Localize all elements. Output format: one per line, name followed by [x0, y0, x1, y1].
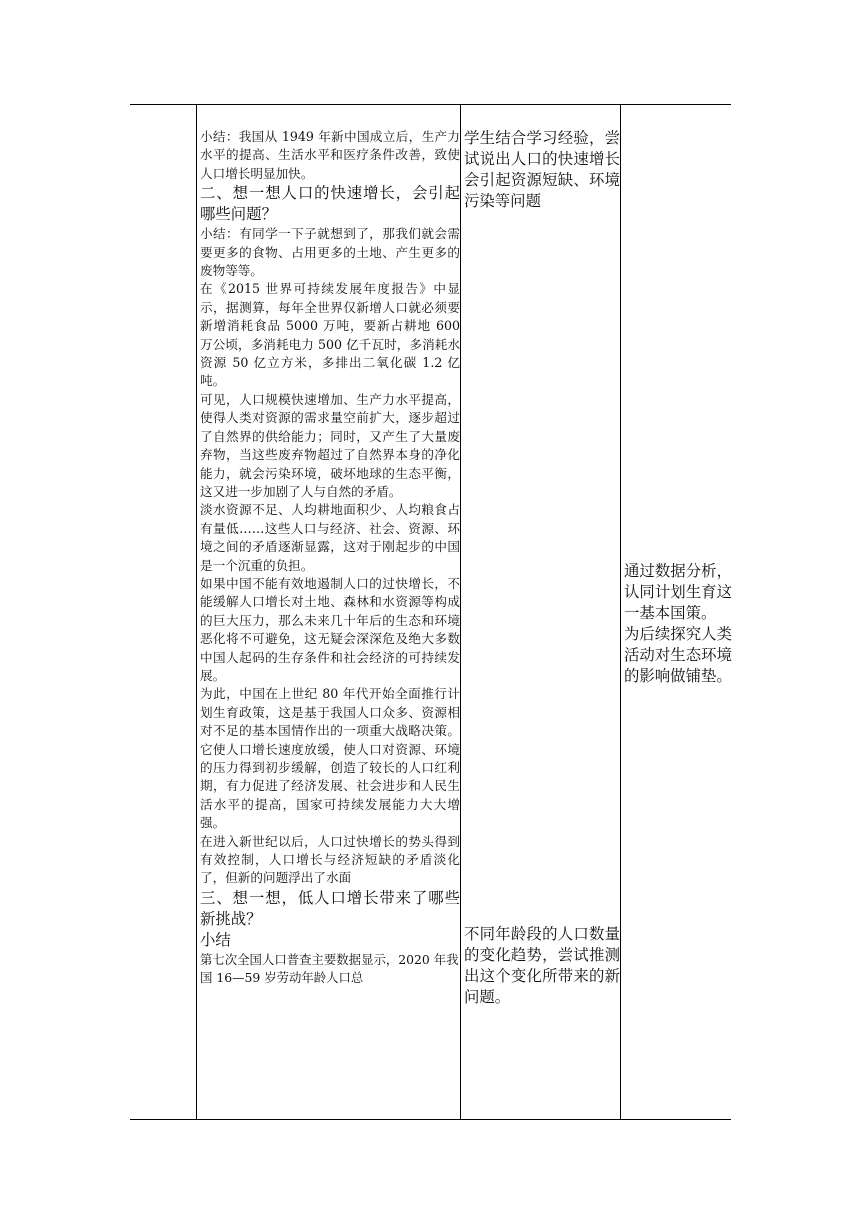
design-intent-text-2: 为后续探究人类活动对生态环境的影响做铺垫。 — [624, 625, 732, 685]
census-paragraph: 第七次全国人口普查主要数据显示，2020 年我国 16—59 岁劳动年龄人口总 — [200, 951, 459, 985]
question-heading-2: 二、想一想人口的快速增长，会引起哪些问题？ — [200, 184, 460, 224]
column-divider-1 — [196, 104, 197, 1120]
summary-paragraph-1: 小结：我国从 1949 年新中国成立后，生产力水平的提高、生活水平和医疗条件改善，致使人口增长明显加快。 — [200, 129, 460, 181]
student-activity-column-lower — [464, 924, 620, 1008]
report-paragraph: 在《2015 世界可持续发展年度报告》中显示，据测算，每年全世界仅新增人口就必须要新增消耗食品 5000 万吨，要新占耕地 600 万公顷，多消耗电力 500 亿千瓦时，多消耗水资源 50 亿立方米，多排出二氧化碳 1.2 亿吨。 — [200, 281, 460, 389]
column-divider-2 — [460, 104, 461, 1120]
problems-paragraph: 淡水资源不足、人均耕地面积少、人均粮食占有量低……这些人口与经济、社会、资源、环境之间的矛盾逐渐显露，这对于刚起步的中国是一个沉重的负担。 — [200, 502, 460, 573]
table-bottom-border — [130, 1119, 731, 1120]
student-activity-text-2: 不同年龄段的人口数量的变化趋势，尝试推测出这个变化所带来的新问题。 — [464, 925, 620, 1006]
student-activity-text-1: 学生结合学习经验，尝试说出人口的快速增长会引起资源短缺、环境污染等问题 — [464, 129, 620, 210]
design-intent-column — [624, 561, 732, 687]
question-heading-3: 三、想一想，低人口增长带来了哪些新挑战？ — [200, 888, 460, 928]
teaching-process-column — [200, 128, 460, 986]
summary-label: 小结 — [200, 930, 231, 949]
summary-paragraph-2: 小结：有同学一下子就想到了，那我们就会需要更多的食物、占用更多的土地、产生更多的废物等等。 — [200, 226, 460, 279]
analysis-paragraph: 可见，人口规模快速增加、生产力水平提高，使得人类对资源的需求量空前扩大，逐步超过了自然界的供给能力；同时，又产生了大量废弃物，当这些废弃物超过了自然界本身的净化能力，就会污染环境，破坏地球的生态平衡，这又进一步加剧了人与自然的矛盾。 — [200, 391, 460, 499]
policy-paragraph: 为此，中国在上世纪 80 年代开始全面推行计划生育政策，这是基于我国人口众多、资源相对不足的基本国情作出的一项重大战略决策。它使人口增长速度放缓，使人口对资源、环境的压力得到初步缓解，创造了较长的人口红利期，有力促进了经济发展、社会进步和人民生活水平的提高，国家可持续发展能力大大增强。 — [200, 686, 460, 831]
design-intent-text-1: 通过数据分析，认同计划生育这一基本国策。 — [624, 562, 732, 622]
new-century-paragraph: 在进入新世纪以后，人口过快增长的势头得到有效控制，人口增长与经济短缺的矛盾淡化了，但新的问题浮出了水面 — [200, 833, 460, 886]
consequence-paragraph: 如果中国不能有效地遏制人口的过快增长，不能缓解人口增长对土地、森林和水资源等构成的巨大压力，那么未来几十年后的生态和环境恶化将不可避免，这无疑会深深危及绝大多数中国人起码的生存条件和社会经济的可持续发展。 — [200, 575, 460, 683]
table-top-border — [130, 104, 731, 105]
column-divider-3 — [620, 104, 621, 1120]
student-activity-column — [464, 128, 620, 212]
